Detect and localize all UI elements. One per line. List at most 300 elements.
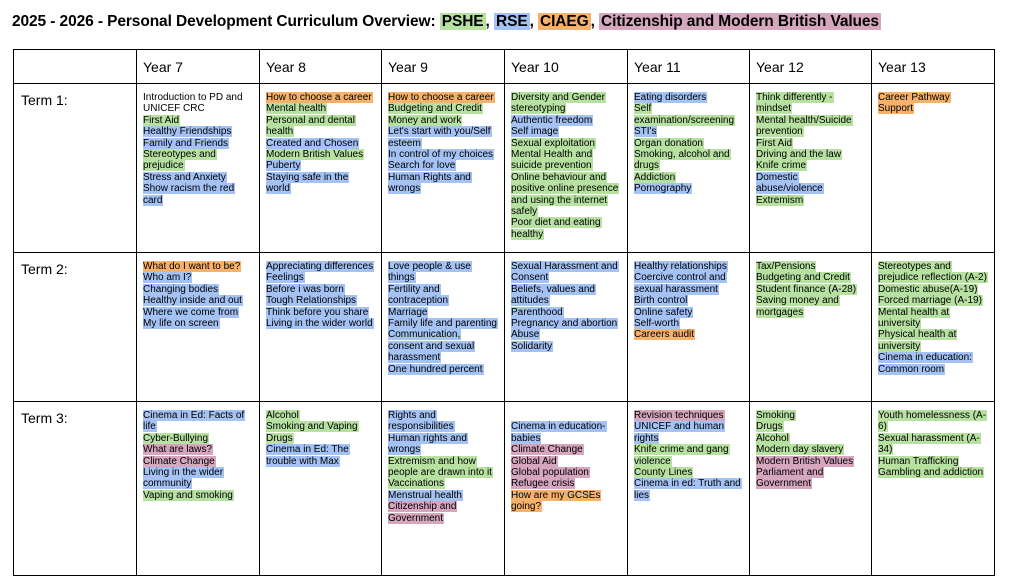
- topic-text: Saving money and mortgages: [756, 295, 839, 318]
- topic-item: [388, 410, 498, 433]
- topic-item: [878, 433, 988, 456]
- title-sep-2: ,: [529, 13, 534, 30]
- header-year-9: Year 9: [382, 50, 505, 84]
- topic-item: [143, 295, 253, 306]
- topic-item: [388, 456, 498, 479]
- topic-item: [511, 341, 621, 352]
- topic-list: [137, 402, 259, 501]
- topic-text: Refugee crisis: [511, 478, 575, 490]
- table-cell: [260, 402, 382, 576]
- topic-item: [511, 172, 621, 218]
- topic-text: Smoking and Vaping: [266, 421, 358, 433]
- topic-text: Parenthood: [511, 306, 563, 318]
- topic-item: [756, 467, 865, 490]
- topic-item: [634, 410, 743, 421]
- topic-item: [511, 444, 621, 455]
- topic-text: Show racism the red card: [143, 183, 235, 206]
- term-label: Term 1:: [14, 84, 137, 253]
- topic-list: [260, 402, 381, 467]
- table-cell: [628, 253, 750, 402]
- topic-item: [511, 261, 621, 284]
- topic-item: [266, 103, 375, 114]
- topic-item: [143, 126, 253, 137]
- topic-text: Poor diet and eating healthy: [511, 217, 601, 240]
- topic-text: Cinema in ed: Truth and lies: [634, 478, 741, 501]
- topic-item: [266, 92, 375, 103]
- table-cell: [137, 402, 260, 576]
- topic-text: Tax/Pensions: [756, 261, 816, 272]
- topic-text: Modern day slavery: [756, 444, 844, 456]
- topic-item: [756, 444, 865, 455]
- topic-text: What are laws?: [143, 444, 212, 456]
- table-cell: [628, 84, 750, 253]
- topic-item: [266, 284, 375, 295]
- topic-text: Stress and Anxiety: [143, 171, 226, 183]
- topic-text: Smoking, alcohol and drugs: [634, 149, 730, 172]
- topic-item: [634, 138, 743, 149]
- topic-list: [260, 253, 381, 329]
- topic-text: Mental health/Suicide prevention: [756, 114, 852, 138]
- table-cell: [505, 253, 628, 402]
- title-sep-3: ,: [590, 13, 595, 30]
- page-title: [12, 13, 881, 31]
- topic-item: [756, 138, 865, 149]
- topic-text: Self-worth: [634, 318, 680, 330]
- curriculum-table: [13, 49, 995, 576]
- topic-item: [266, 261, 375, 272]
- topic-item: [388, 92, 498, 103]
- topic-list: [260, 84, 381, 195]
- header-corner: [14, 50, 137, 84]
- topic-item: [511, 318, 621, 329]
- topic-text: Human rights and wrongs: [388, 432, 467, 456]
- topic-text: Tough Relationships: [266, 295, 357, 307]
- topic-item: [143, 467, 253, 490]
- topic-text: Think before you share: [266, 306, 369, 318]
- topic-text: How are my GCSEs going?: [511, 489, 601, 513]
- topic-item: [634, 467, 743, 478]
- topic-text: Knife crime and gang violence: [634, 444, 729, 467]
- topic-text: Human Rights and wrongs: [388, 171, 471, 195]
- topic-text: Human Trafficking: [878, 455, 959, 467]
- topic-text: Think differently - mindset: [756, 92, 833, 115]
- topic-list: [137, 84, 259, 206]
- topic-item: [143, 272, 253, 283]
- topic-text: Domestic abuse(A-19): [878, 283, 978, 295]
- topic-item: [143, 307, 253, 318]
- topic-item: [756, 433, 865, 444]
- topic-item: [266, 272, 375, 283]
- topic-text: Personal and dental health: [266, 114, 355, 138]
- topic-item: [143, 261, 253, 272]
- table-cell: [750, 84, 872, 253]
- topic-text: Modern British Values: [756, 455, 854, 467]
- topic-item: [634, 103, 743, 126]
- topic-item: [266, 410, 375, 421]
- topic-text: First Aid: [143, 114, 180, 126]
- topic-item: [266, 433, 375, 444]
- topic-item: [143, 115, 253, 126]
- topic-list: [750, 253, 871, 318]
- topic-item: [634, 272, 743, 295]
- topic-text: Diversity and Gender stereotyping: [511, 92, 605, 115]
- topic-text: Drugs: [266, 432, 293, 444]
- topic-text: Who am I?: [143, 272, 192, 284]
- table-cell: [505, 402, 628, 576]
- topic-item: [878, 456, 988, 467]
- topic-item: [878, 284, 988, 295]
- topic-item: [511, 307, 621, 318]
- table-cell: [382, 402, 505, 576]
- topic-item: [143, 183, 253, 206]
- topic-text: Money and work: [388, 114, 462, 126]
- topic-item: [388, 364, 498, 375]
- topic-text: What do I want to be?: [143, 261, 241, 272]
- topic-text: Revision techniques: [634, 410, 724, 421]
- topic-text: Climate Change: [511, 444, 583, 456]
- topic-text: Gambling and addiction: [878, 467, 984, 479]
- topic-item: [388, 284, 498, 307]
- topic-item: [511, 410, 621, 421]
- topic-item: [266, 115, 375, 138]
- table-cell: [872, 84, 995, 253]
- table-cell: [137, 84, 260, 253]
- topic-item: [634, 478, 743, 501]
- topic-item: [143, 456, 253, 467]
- topic-text: Search for love: [388, 160, 456, 172]
- topic-text: Budgeting and Credit: [756, 272, 850, 284]
- topic-item: [756, 261, 865, 272]
- topic-text: Cinema in education- babies: [511, 421, 606, 444]
- topic-text: Mental Health and suicide prevention: [511, 149, 593, 172]
- topic-text: Rights and responsibilities: [388, 410, 454, 433]
- topic-text: Mental health: [266, 103, 327, 115]
- topic-text: Vaping and smoking: [143, 489, 233, 501]
- topic-item: [143, 284, 253, 295]
- topic-list: [382, 402, 504, 524]
- header-year-13: Year 13: [872, 50, 995, 84]
- topic-item: [388, 126, 498, 149]
- topic-text: Love people & use things: [388, 261, 471, 284]
- topic-item: [143, 138, 253, 149]
- topic-list: [872, 253, 994, 375]
- topic-item: [266, 444, 375, 467]
- topic-text: Eating disorders: [634, 92, 707, 103]
- topic-item: [634, 126, 743, 137]
- topic-text: Created and Chosen: [266, 137, 359, 149]
- topic-text: Student finance (A-28): [756, 283, 857, 295]
- topic-text: Pregnancy and abortion: [511, 318, 618, 330]
- topic-text: Domestic abuse/violence: [756, 171, 823, 195]
- topic-text: Cinema in education: Common room: [878, 352, 972, 375]
- topic-item: [388, 172, 498, 195]
- topic-item: [388, 501, 498, 524]
- topic-item: [511, 126, 621, 137]
- topic-text: Healthy inside and out: [143, 295, 242, 307]
- table-cell: [872, 253, 995, 402]
- topic-item: [756, 284, 865, 295]
- topic-text: Career Pathway Support: [878, 92, 950, 115]
- topic-text: How to choose a career: [266, 92, 372, 103]
- topic-text: Changing bodies: [143, 283, 219, 295]
- topic-item: [266, 421, 375, 432]
- topic-item: [878, 261, 988, 284]
- topic-text: Cinema in Ed: The trouble with Max: [266, 444, 349, 467]
- topic-item: [756, 295, 865, 318]
- topic-text: Where we come from: [143, 306, 239, 318]
- topic-item: [878, 410, 988, 433]
- table-cell: [137, 253, 260, 402]
- topic-list: [137, 253, 259, 329]
- topic-item: [756, 195, 865, 206]
- table-cell: [750, 253, 872, 402]
- topic-item: [511, 217, 621, 240]
- topic-item: [143, 172, 253, 183]
- topic-text: Drugs: [756, 421, 783, 433]
- table-cell: [750, 402, 872, 576]
- topic-text: Self examination/screening: [634, 103, 735, 126]
- topic-item: [756, 272, 865, 283]
- topic-item: [511, 478, 621, 489]
- topic-text: Fertility and contraception: [388, 283, 449, 307]
- title-ciaeg: CIAEG: [540, 13, 589, 30]
- topic-item: [511, 456, 621, 467]
- topic-text: Driving and the law: [756, 149, 842, 161]
- topic-item: [266, 318, 375, 329]
- topic-item: [143, 149, 253, 172]
- topic-text: Menstrual health: [388, 489, 462, 501]
- header-year-10: Year 10: [505, 50, 628, 84]
- topic-text: Global Aid: [511, 455, 557, 467]
- topic-text: Coercive control and sexual harassment: [634, 272, 726, 295]
- table-cell: [628, 402, 750, 576]
- topic-text: Let's start with you/Self esteem: [388, 126, 491, 149]
- topic-text: Sexual harassment (A-34): [878, 432, 980, 456]
- topic-text: Communication, consent and sexual harassment: [388, 329, 475, 364]
- topic-item: [634, 92, 743, 103]
- topic-text: Beliefs, values and attitudes: [511, 283, 595, 307]
- topic-item: [388, 329, 498, 363]
- topic-item: [511, 138, 621, 149]
- topic-item: [756, 115, 865, 138]
- table-cell: [872, 402, 995, 576]
- topic-text: Extremism and how people are drawn into it: [388, 455, 492, 479]
- topic-text: Healthy relationships: [634, 261, 727, 272]
- topic-text: Stereotypes and prejudice: [143, 149, 216, 172]
- topic-text: Family and Friends: [143, 137, 229, 149]
- topic-text: Mental health at university: [878, 306, 950, 330]
- header-year-7: Year 7: [137, 50, 260, 84]
- topic-item: [266, 149, 375, 160]
- title-sep-1: ,: [485, 13, 490, 30]
- topic-item: [511, 92, 621, 115]
- topic-text: Abuse: [511, 329, 540, 341]
- topic-item: [756, 421, 865, 432]
- topic-text: Solidarity: [511, 340, 553, 352]
- topic-text: Smoking: [756, 410, 795, 421]
- header-row: [14, 50, 995, 84]
- topic-item: [878, 467, 988, 478]
- topic-text: Pornography: [634, 183, 692, 195]
- topic-item: [634, 295, 743, 306]
- topic-text: Introduction to PD and UNICEF CRC: [143, 92, 243, 115]
- topic-text: In control of my choices: [388, 149, 494, 161]
- topic-item: [634, 444, 743, 467]
- topic-item: [388, 261, 498, 284]
- topic-item: [634, 149, 743, 172]
- title-citizenship: Citizenship and Modern British Values: [601, 13, 879, 30]
- topic-text: Sexual exploitation: [511, 137, 595, 149]
- topic-text: Puberty: [266, 160, 301, 172]
- topic-item: [388, 103, 498, 114]
- topic-text: STI's: [634, 126, 657, 138]
- topic-text: Living in the wider community: [143, 467, 224, 490]
- topic-text: Staying safe in the world: [266, 171, 349, 195]
- topic-text: Organ donation: [634, 137, 703, 149]
- topic-text: Physical health at university: [878, 329, 957, 352]
- topic-item: [511, 115, 621, 126]
- topic-text: Cinema in Ed: Facts of life: [143, 410, 245, 433]
- topic-item: [143, 444, 253, 455]
- topic-text: Global population: [511, 467, 589, 479]
- header-year-8: Year 8: [260, 50, 382, 84]
- topic-item: [143, 318, 253, 329]
- title-rse: RSE: [495, 13, 528, 30]
- header-year-12: Year 12: [750, 50, 872, 84]
- topic-text: Self image: [511, 126, 559, 138]
- topic-text: Online behaviour and positive online presence and using the internet safely: [511, 171, 619, 218]
- topic-item: [388, 318, 498, 329]
- topic-item: [511, 421, 621, 444]
- topic-item: [634, 183, 743, 194]
- topic-text: UNICEF and human rights: [634, 421, 725, 444]
- topic-text: Budgeting and Credit: [388, 103, 482, 115]
- topic-item: [143, 92, 253, 115]
- topic-list: [628, 84, 749, 195]
- term-row-3: [14, 402, 995, 576]
- topic-text: Forced marriage (A-19): [878, 295, 982, 307]
- topic-item: [143, 433, 253, 444]
- topic-text: Alcohol: [756, 432, 789, 444]
- topic-text: Online safety: [634, 306, 693, 318]
- topic-text: Modern British Values: [266, 149, 364, 161]
- topic-item: [388, 490, 498, 501]
- topic-text: Alcohol: [266, 410, 299, 421]
- topic-text: Feelings: [266, 272, 304, 284]
- topic-item: [388, 307, 498, 318]
- topic-item: [634, 307, 743, 318]
- topic-text: Knife crime: [756, 160, 807, 172]
- topic-item: [388, 149, 498, 160]
- topic-list: [750, 84, 871, 206]
- topic-item: [143, 490, 253, 501]
- topic-text: Climate Change: [143, 455, 215, 467]
- topic-item: [756, 456, 865, 467]
- topic-text: Birth control: [634, 295, 688, 307]
- topic-text: My life on screen: [143, 318, 219, 330]
- topic-item: [756, 160, 865, 171]
- topic-list: [628, 402, 749, 501]
- topic-list: [505, 84, 627, 240]
- topic-text: Appreciating differences: [266, 261, 374, 272]
- topic-list: [505, 402, 627, 513]
- topic-item: [143, 410, 253, 433]
- topic-text: Marriage: [388, 306, 428, 318]
- topic-item: [878, 92, 988, 115]
- topic-item: [266, 138, 375, 149]
- topic-item: [266, 160, 375, 171]
- topic-list: [382, 84, 504, 195]
- topic-item: [756, 92, 865, 115]
- table-cell: [505, 84, 628, 253]
- topic-text: Before i was born: [266, 283, 344, 295]
- topic-text: Parliament and Government: [756, 467, 824, 490]
- title-prefix: 2025 - 2026 - Personal Development Curriculum Overview:: [12, 13, 436, 30]
- topic-text: Stereotypes and prejudice reflection (A-2): [878, 261, 987, 284]
- topic-text: Citizenship and Government: [388, 501, 457, 524]
- topic-list: [750, 402, 871, 490]
- topic-item: [634, 318, 743, 329]
- topic-list: [505, 253, 627, 352]
- topic-item: [511, 284, 621, 307]
- term-row-2: [14, 253, 995, 402]
- topic-item: [634, 421, 743, 444]
- topic-item: [511, 149, 621, 172]
- topic-item: [266, 295, 375, 306]
- topic-text: First Aid: [756, 137, 793, 149]
- topic-text: Youth homelessness (A-6): [878, 410, 987, 433]
- topic-item: [878, 295, 988, 306]
- topic-list: [382, 253, 504, 375]
- topic-item: [511, 467, 621, 478]
- topic-text: Family life and parenting: [388, 318, 497, 330]
- topic-list: [872, 402, 994, 478]
- topic-text: Living in the wider world: [266, 318, 373, 330]
- topic-item: [511, 490, 621, 513]
- term-row-1: [14, 84, 995, 253]
- topic-item: [388, 115, 498, 126]
- topic-item: [878, 352, 988, 375]
- table-cell: [260, 84, 382, 253]
- topic-text: Vaccinations: [388, 478, 444, 490]
- topic-text: How to choose a career: [388, 92, 494, 103]
- topic-item: [388, 433, 498, 456]
- topic-text: Sexual Harassment and Consent: [511, 261, 618, 284]
- topic-item: [388, 160, 498, 171]
- title-pshe: PSHE: [441, 13, 484, 30]
- topic-item: [634, 172, 743, 183]
- topic-text: Cyber-Bullying: [143, 432, 209, 444]
- topic-item: [634, 261, 743, 272]
- topic-item: [266, 307, 375, 318]
- topic-text: Authentic freedom: [511, 114, 593, 126]
- topic-text: Careers audit: [634, 329, 695, 341]
- topic-item: [756, 172, 865, 195]
- topic-text: Extremism: [756, 194, 804, 206]
- table-cell: [260, 253, 382, 402]
- topic-text: Addiction: [634, 171, 676, 183]
- topic-item: [756, 410, 865, 421]
- topic-list: [628, 253, 749, 341]
- topic-item: [511, 329, 621, 340]
- topic-item: [266, 172, 375, 195]
- topic-item: [388, 478, 498, 489]
- table-cell: [382, 84, 505, 253]
- topic-item: [634, 329, 743, 340]
- topic-text: Healthy Friendships: [143, 126, 232, 138]
- term-label: Term 3:: [14, 402, 137, 576]
- topic-text: One hundred percent: [388, 363, 483, 375]
